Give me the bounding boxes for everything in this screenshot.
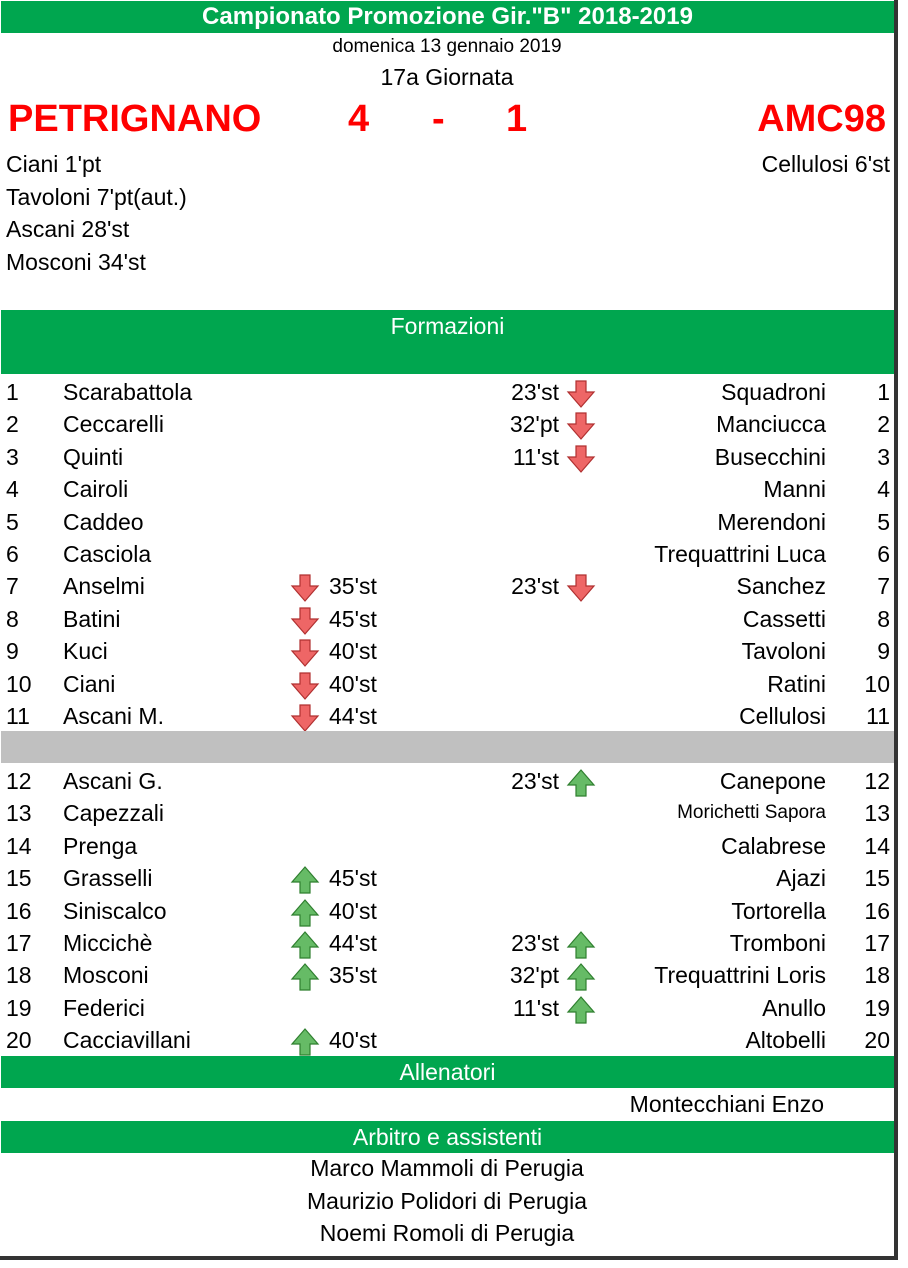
home-player-name: Siniscalco xyxy=(63,897,167,924)
home-player-number: 10 xyxy=(6,670,32,697)
home-sub-minute: 44'st xyxy=(329,930,377,956)
away-player-name: Morichetti Sapora xyxy=(677,802,826,824)
away-player-name: Altobelli xyxy=(745,1027,826,1054)
home-player-name: Capezzali xyxy=(63,800,164,827)
home-sub-minute: 35'st xyxy=(329,962,377,989)
home-player-number: 11 xyxy=(6,703,30,729)
home-player-name: Grasselli xyxy=(63,865,153,892)
player-row xyxy=(0,635,894,667)
home-player-number: 9 xyxy=(6,638,19,665)
player-row xyxy=(0,1024,894,1056)
home-player-name: Caddeo xyxy=(63,508,144,535)
player-row xyxy=(0,603,894,635)
away-sub-minute: 11'st xyxy=(512,994,559,1021)
home-player-number: 16 xyxy=(6,897,32,924)
sub-out-arrow-icon xyxy=(566,573,596,603)
sub-in-arrow-icon xyxy=(290,898,320,928)
score-separator: - xyxy=(432,98,445,140)
home-player-number: 5 xyxy=(6,508,19,535)
away-player-name: Cellulosi xyxy=(739,703,826,729)
home-player-number: 4 xyxy=(6,476,19,503)
away-player-name: Manciucca xyxy=(716,411,826,438)
player-row xyxy=(0,700,894,732)
player-row xyxy=(0,895,894,927)
player-row xyxy=(0,441,894,473)
home-sub-minute: 40'st xyxy=(329,638,377,665)
sub-in-arrow-icon xyxy=(290,865,320,895)
lineups-subheader-bar xyxy=(1,342,894,374)
home-sub-minute: 40'st xyxy=(329,1027,377,1054)
away-player-number: 1 xyxy=(877,379,890,405)
sub-out-arrow-icon xyxy=(290,638,320,668)
player-row xyxy=(0,830,894,862)
home-player-name: Casciola xyxy=(63,541,152,567)
home-player-number: 6 xyxy=(6,541,19,567)
away-score: 1 xyxy=(506,98,528,140)
home-player-name: Federici xyxy=(63,994,145,1021)
away-player-number: 18 xyxy=(864,962,890,989)
away-player-number: 19 xyxy=(864,994,890,1021)
home-player-number: 2 xyxy=(6,411,19,438)
sub-out-arrow-icon xyxy=(290,573,320,603)
away-player-number: 4 xyxy=(877,476,890,503)
home-scorer: Ascani 28'st xyxy=(6,216,130,242)
home-player-name: Quinti xyxy=(63,443,124,470)
player-row xyxy=(0,927,894,959)
home-player-name: Ascani G. xyxy=(63,768,163,794)
away-player-number: 12 xyxy=(864,768,890,794)
player-row xyxy=(0,862,894,894)
home-player-number: 3 xyxy=(6,443,19,470)
away-sub-minute: 11'st xyxy=(512,443,559,470)
home-player-name: Scarabattola xyxy=(63,379,193,405)
away-player-name: Trequattrini Loris xyxy=(654,962,826,989)
away-scorer: Cellulosi 6'st xyxy=(761,151,890,177)
home-player-number: 14 xyxy=(6,832,32,859)
sub-out-arrow-icon xyxy=(290,703,320,733)
away-player-name: Squadroni xyxy=(721,379,826,405)
home-scorer: Ciani 1'pt xyxy=(6,151,102,177)
away-coach: Montecchiani Enzo xyxy=(629,1091,824,1117)
home-player-name: Prenga xyxy=(63,832,138,859)
home-player-name: Kuci xyxy=(63,638,108,665)
away-player-name: Cassetti xyxy=(742,605,826,632)
match-date: domenica 13 gennaio 2019 xyxy=(332,36,562,57)
away-player-name: Tromboni xyxy=(729,930,826,956)
away-player-number: 5 xyxy=(877,508,890,535)
home-player-name: Ceccarelli xyxy=(63,411,164,438)
home-player-name: Ciani xyxy=(63,670,116,697)
home-player-name: Cairoli xyxy=(63,476,129,503)
sub-in-arrow-icon xyxy=(566,995,596,1025)
away-player-name: Tavoloni xyxy=(741,638,826,665)
away-player-name: Ratini xyxy=(767,670,826,697)
home-player-number: 20 xyxy=(6,1027,32,1054)
away-player-number: 2 xyxy=(877,411,890,438)
away-sub-minute: 32'pt xyxy=(509,411,559,438)
away-player-number: 16 xyxy=(864,897,890,924)
away-player-number: 7 xyxy=(877,573,890,600)
sub-out-arrow-icon xyxy=(290,671,320,701)
away-player-number: 17 xyxy=(864,930,890,956)
away-player-number: 13 xyxy=(864,800,890,827)
away-player-number: 10 xyxy=(864,670,890,697)
player-row xyxy=(0,959,894,991)
sub-in-arrow-icon xyxy=(566,962,596,992)
home-player-number: 7 xyxy=(6,573,19,600)
assistant-referee: Maurizio Polidori di Perugia xyxy=(307,1188,587,1214)
away-team-name: AMC98 xyxy=(757,98,886,140)
player-row xyxy=(0,797,894,829)
away-player-number: 11 xyxy=(866,703,890,729)
sub-in-arrow-icon xyxy=(290,930,320,960)
sub-in-arrow-icon xyxy=(566,768,596,798)
player-row xyxy=(0,992,894,1024)
sub-in-arrow-icon xyxy=(566,930,596,960)
home-scorer: Mosconi 34'st xyxy=(6,249,146,275)
away-player-number: 3 xyxy=(877,443,890,470)
away-player-number: 6 xyxy=(877,541,890,567)
away-player-number: 15 xyxy=(864,865,890,892)
officials-header: Arbitro e assistenti xyxy=(1,1121,894,1153)
player-row xyxy=(0,408,894,440)
match-round: 17a Giornata xyxy=(380,64,514,90)
away-player-name: Sanchez xyxy=(736,573,826,600)
bench-divider xyxy=(1,731,894,763)
home-sub-minute: 40'st xyxy=(329,897,377,924)
away-player-number: 9 xyxy=(877,638,890,665)
home-player-number: 19 xyxy=(6,994,32,1021)
home-scorer: Tavoloni 7'pt(aut.) xyxy=(6,184,187,210)
sub-out-arrow-icon xyxy=(290,606,320,636)
player-row xyxy=(0,765,894,797)
home-player-number: 12 xyxy=(6,768,32,794)
away-sub-minute: 32'pt xyxy=(509,962,559,989)
home-player-name: Miccichè xyxy=(63,930,153,956)
lineups-header: Formazioni xyxy=(1,310,894,342)
home-sub-minute: 44'st xyxy=(329,703,377,729)
home-sub-minute: 45'st xyxy=(329,605,377,632)
referee: Marco Mammoli di Perugia xyxy=(310,1155,584,1181)
home-player-number: 1 xyxy=(6,379,19,405)
away-player-number: 14 xyxy=(864,832,890,859)
sub-in-arrow-icon xyxy=(290,962,320,992)
away-player-name: Canepone xyxy=(719,768,826,794)
away-player-name: Calabrese xyxy=(721,832,826,859)
assistant-referee: Noemi Romoli di Perugia xyxy=(319,1220,575,1246)
home-player-name: Batini xyxy=(63,605,121,632)
away-player-number: 8 xyxy=(877,605,890,632)
sub-in-arrow-icon xyxy=(290,1027,320,1057)
away-sub-minute: 23'st xyxy=(511,930,559,956)
home-player-number: 18 xyxy=(6,962,32,989)
player-row xyxy=(0,506,894,538)
player-row xyxy=(0,376,894,408)
home-player-number: 17 xyxy=(6,930,32,956)
home-sub-minute: 35'st xyxy=(329,573,377,600)
away-player-name: Trequattrini Luca xyxy=(654,541,826,567)
home-sub-minute: 40'st xyxy=(329,670,377,697)
player-row xyxy=(0,570,894,602)
away-player-number: 20 xyxy=(864,1027,890,1054)
home-team-name: PETRIGNANO xyxy=(8,98,262,140)
home-player-number: 15 xyxy=(6,865,32,892)
home-score: 4 xyxy=(348,98,370,140)
away-player-name: Ajazi xyxy=(776,865,826,892)
away-sub-minute: 23'st xyxy=(511,768,559,794)
home-player-name: Cacciavillani xyxy=(63,1027,191,1054)
player-row xyxy=(0,473,894,505)
sub-out-arrow-icon xyxy=(566,444,596,474)
away-player-name: Manni xyxy=(763,476,826,503)
home-player-name: Anselmi xyxy=(63,573,145,600)
away-player-name: Busecchini xyxy=(714,443,826,470)
sub-out-arrow-icon xyxy=(566,411,596,441)
coaches-header: Allenatori xyxy=(1,1056,894,1088)
player-row xyxy=(0,538,894,570)
home-player-name: Ascani M. xyxy=(63,703,164,729)
home-sub-minute: 45'st xyxy=(329,865,377,892)
away-player-name: Merendoni xyxy=(717,508,826,535)
player-row xyxy=(0,668,894,700)
away-sub-minute: 23'st xyxy=(511,379,559,405)
home-player-number: 13 xyxy=(6,800,32,827)
home-player-name: Mosconi xyxy=(63,962,149,989)
away-player-name: Tortorella xyxy=(731,897,826,924)
away-sub-minute: 23'st xyxy=(511,573,559,600)
away-player-name: Anullo xyxy=(762,994,826,1021)
championship-title: Campionato Promozione Gir."B" 2018-2019 xyxy=(1,1,894,33)
home-player-number: 8 xyxy=(6,605,19,632)
sub-out-arrow-icon xyxy=(566,379,596,409)
